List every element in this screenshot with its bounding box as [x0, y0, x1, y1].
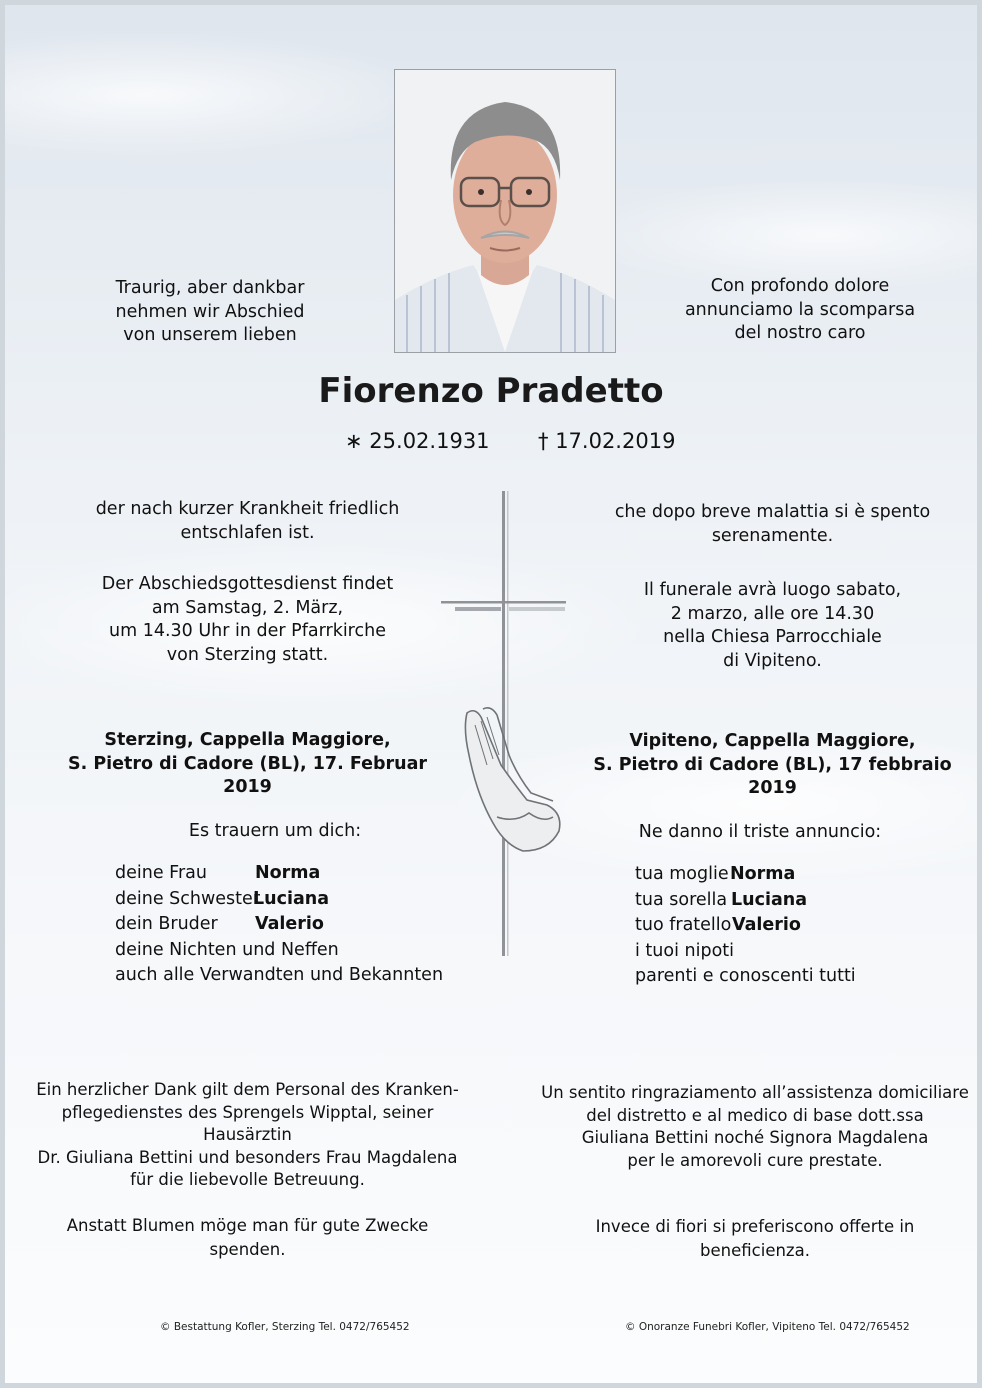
birth-symbol: ∗	[345, 429, 363, 453]
donation-de: Anstatt Blumen möge man für gute Zwecke spenden.	[66, 1216, 429, 1259]
death-date	[538, 429, 675, 453]
intro-de: Traurig, aber dankbar nehmen wir Abschied von unserem lieben	[115, 278, 305, 345]
funeral-de: Der Abschiedsgottesdienst findet am Samstag, 2. März, um 14.30 Uhr in der Pfarrkirche von Sterzing statt.	[101, 574, 394, 665]
mourners-list-it	[635, 862, 856, 990]
list-item: parenti e conoscenti tutti	[635, 966, 856, 986]
donation-it: Invece di fiori si preferiscono offerte in beneficienza.	[595, 1217, 915, 1260]
list-item: deine SchwesterLuciana	[115, 888, 330, 909]
list-item: i tuoi nipoti	[635, 940, 735, 961]
footer-it: © Onoranze Funebri Kofler, Vipiteno Tel. 0472/765452	[625, 1321, 910, 1333]
death-symbol: †	[538, 429, 549, 453]
list-item: deine Frau Norma	[115, 863, 321, 883]
thanks-it: Un sentito ringraziamento all’assistenza domiciliare del distretto e al medico di base dott.ssa Giuliana Bettini noché Signora Magdalena per le amorevoli cure prestate.	[541, 1083, 969, 1170]
thanks-de: Ein herzlicher Dank gilt dem Personal des Kranken- pflegedienstes des Sprengels Wipptal, seiner Hausärztin Dr. Giuliana Bettini und besonders Frau Magdalena für die liebevolle Betreuung.	[36, 1080, 459, 1189]
list-item: deine Nichten und Neffen	[115, 939, 339, 960]
death-text-de: der nach kurzer Krankheit friedlich entschlafen ist.	[95, 499, 400, 543]
list-item: auch alle Verwandten und Bekannten	[115, 965, 444, 985]
footer-de: © Bestattung Kofler, Sterzing Tel. 0472/765452	[160, 1321, 410, 1333]
list-item: tua sorella Luciana	[635, 889, 808, 910]
place-it: Vipiteno, Cappella Maggiore, S. Pietro di Cadore (BL), 17 febbraio 2019	[593, 731, 952, 798]
birth-date	[345, 429, 490, 453]
portrait-photo	[394, 69, 616, 353]
mourners-heading-de: Es trauern um dich:	[188, 821, 362, 841]
praying-hands-icon	[457, 705, 567, 855]
place-de: Sterzing, Cappella Maggiore, S. Pietro di Cadore (BL), 17. Februar 2019	[67, 730, 428, 797]
birth-date-value: 25.02.1931	[369, 429, 490, 453]
list-item: tua moglieNorma	[635, 864, 796, 884]
funeral-it: Il funerale avrà luogo sabato, 2 marzo, alle ore 14.30 nella Chiesa Parrocchiale di Vipiteno.	[643, 580, 902, 671]
mourners-heading-it: Ne danno il triste annuncio:	[638, 822, 882, 842]
list-item: dein Bruder Valerio	[115, 914, 324, 934]
mourners-list-de	[115, 861, 443, 989]
death-date-value: 17.02.2019	[555, 429, 676, 453]
deceased-name: Fiorenzo Pradetto	[318, 371, 664, 411]
death-text-it: che dopo breve malattia si è spento serenamente.	[614, 502, 931, 546]
list-item: tuo fratelloValerio	[635, 915, 801, 935]
intro-it: Con profondo dolore annunciamo la scomparsa del nostro caro	[684, 276, 916, 343]
